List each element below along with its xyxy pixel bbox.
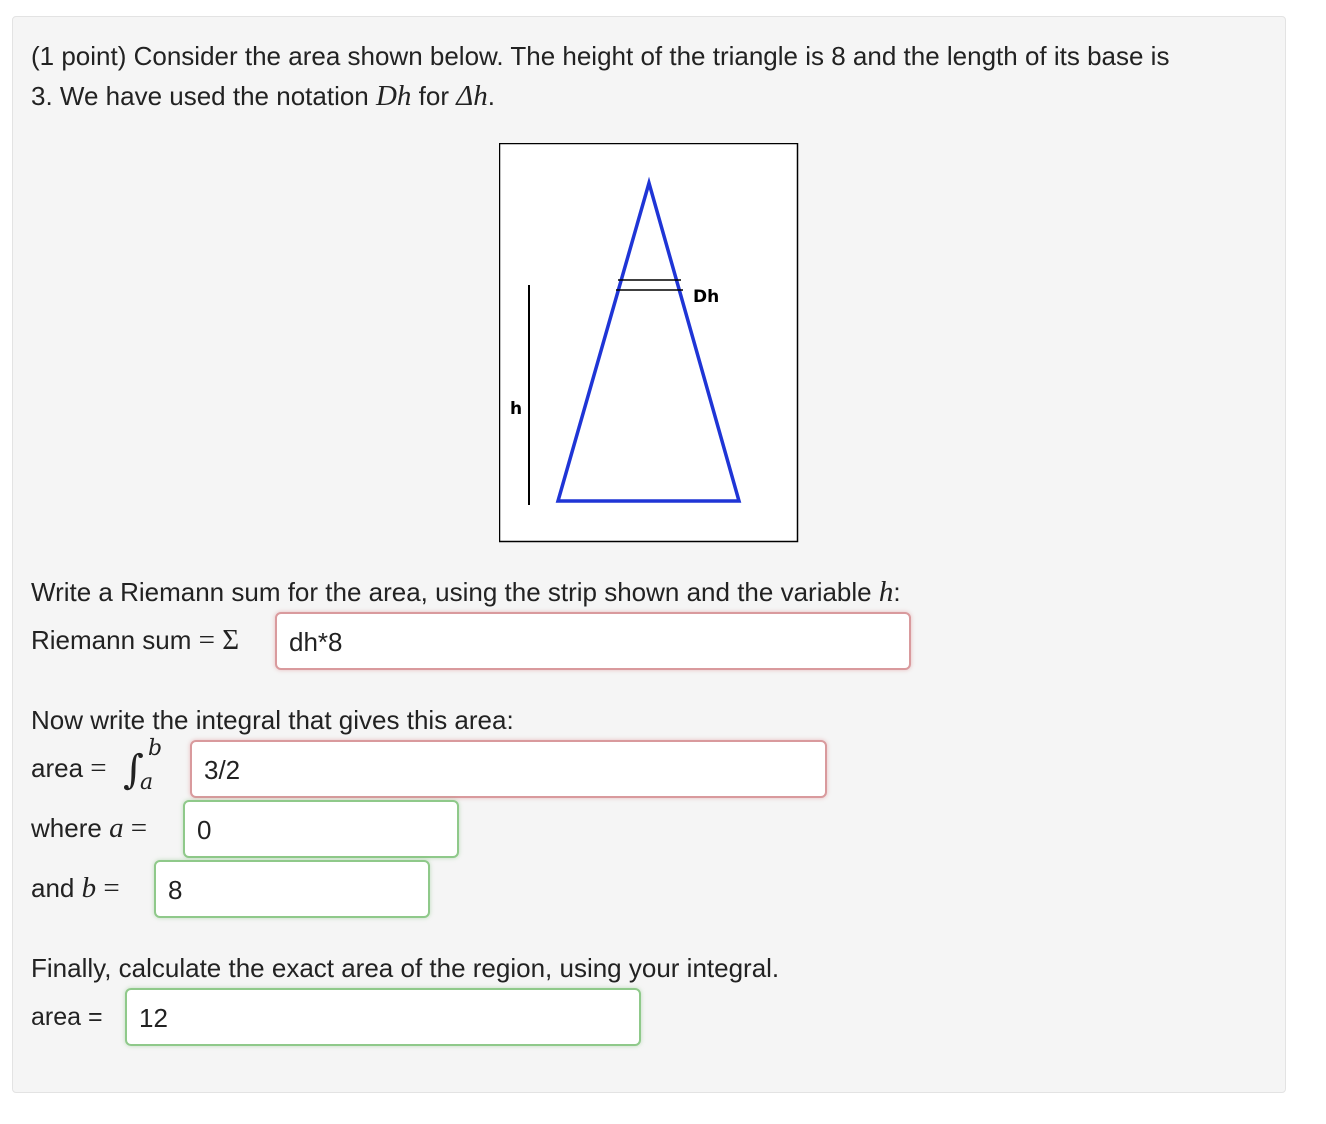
upper-limit-input[interactable]: 8 (154, 860, 430, 918)
lower-limit-input[interactable]: 0 (183, 800, 459, 858)
integral-equals: = (90, 752, 107, 784)
riemann-prompt-var: h (878, 576, 894, 608)
integral-integrand-input[interactable]: 3/2 (190, 740, 827, 798)
where-label: where (31, 813, 102, 843)
a-equals: = (130, 812, 148, 844)
upper-limit-label-row (31, 873, 120, 903)
riemann-prompt (31, 577, 901, 607)
riemann-label: Riemann sum (31, 625, 192, 655)
integral-prompt: Now write the integral that gives this area: (31, 705, 514, 735)
final-prompt: Finally, calculate the exact area of the region, using your integral. (31, 953, 780, 983)
integral-sign: ∫ (123, 747, 144, 793)
intro-text-end: . (487, 81, 495, 111)
height-label: h (510, 399, 523, 419)
riemann-label-row (31, 625, 239, 655)
final-area-input[interactable]: 12 (125, 988, 641, 1046)
intro-text-mid: for (411, 81, 457, 111)
and-label: and (31, 873, 75, 903)
problem-intro-line2 (31, 81, 495, 111)
figure-frame (500, 144, 798, 542)
integral-lower-limit: a (140, 770, 154, 795)
final-area-label: area = (31, 1003, 103, 1031)
a-variable: a (109, 812, 124, 844)
area-integral-label-row (31, 753, 107, 783)
riemann-equals: = (198, 624, 215, 656)
b-variable: b (81, 872, 97, 904)
riemann-prompt-text: Write a Riemann sum for the area, using the strip shown and the variable (31, 577, 879, 607)
integral-upper-limit: b (148, 736, 163, 761)
triangle-diagram (499, 143, 799, 543)
intro-math-dh: Dh (375, 80, 412, 112)
b-equals: = (103, 872, 120, 904)
lower-limit-label-row (31, 813, 147, 843)
intro-text-pre: 3. We have used the notation (31, 81, 376, 111)
strip-label: Dh (693, 287, 720, 307)
riemann-prompt-end: : (893, 577, 901, 607)
riemann-sum-input[interactable]: dh*8 (275, 612, 911, 670)
sigma-symbol: Σ (222, 624, 240, 656)
integral-area-label: area (31, 753, 84, 783)
problem-intro-line1: (1 point) Consider the area shown below. The height of the triangle is 8 and the length of its base is (31, 41, 1170, 71)
triangle-figure (499, 143, 799, 543)
intro-math-delta-h: Δh (456, 80, 488, 112)
